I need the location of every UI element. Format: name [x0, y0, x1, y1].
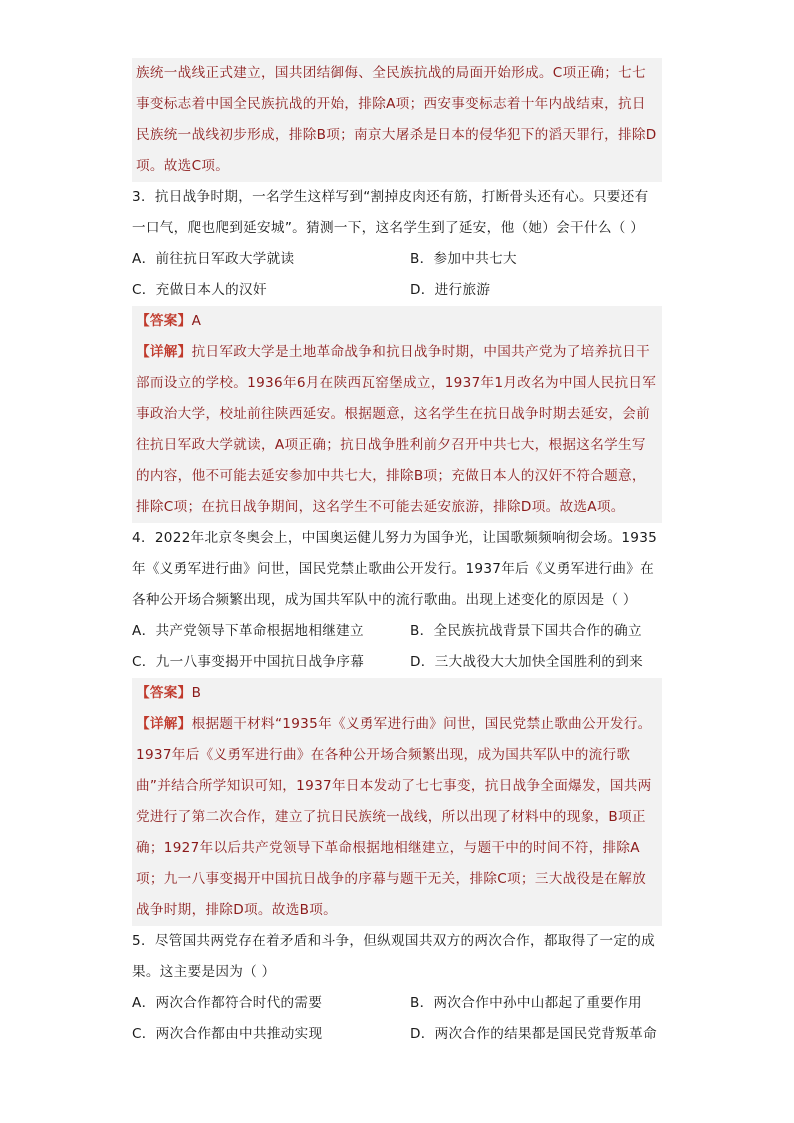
answer-tag: 【答案】: [136, 685, 192, 701]
question-5-option-b: B．两次合作中孙中山都起了重要作用: [410, 995, 642, 1011]
question-3-options: [132, 244, 662, 306]
detail-tag: 【详解】: [136, 344, 192, 360]
question-3-option-b: B．参加中共七大: [410, 251, 517, 267]
detail-text: 根据题干材料“1935年《义勇军进行曲》问世，国民党禁止歌曲公开发行。1937年后《义勇军进行曲》在各种公开场合频繁出现，成为国共军队中的流行歌曲”并结合所学知识可知，1937年日本发动了七七事变，抗日战争全面爆发，国共两党进行了第二次合作，建立了抗日民族统一战线，所以出现了材料中的现象，B项正确；1927年以后共产党领导下革命根据地相继建立，与题干中的时间不符，排除A项；九一八事变揭开中国抗日战争的序幕与题干无关，排除C项；三大战役是在解放战争时期，排除D项。故选B项。: [136, 716, 652, 918]
document-page: [132, 58, 662, 1050]
question-3-option-d: D．进行旅游: [410, 282, 491, 298]
detail-tag: 【详解】: [136, 716, 192, 732]
question-4-detail: [132, 709, 662, 926]
question-5-options: [132, 988, 662, 1050]
question-5-option-a: A．两次合作都符合时代的需要: [132, 995, 323, 1011]
question-4-option-d: D．三大战役大大加快全国胜利的到来: [410, 654, 644, 670]
question-3-stem: 3．抗日战争时期，一名学生这样写到“割掉皮肉还有筋，打断骨头还有心。只要还有一口气，爬也爬到延安城”。猜测一下，这名学生到了延安，他（她）会干什么（ ）: [132, 189, 649, 236]
question-5-option-d: D．两次合作的结果都是国民党背叛革命: [410, 1026, 657, 1042]
question-4-stem: 4．2022年北京冬奥会上，中国奥运健儿努力为国争光，让国歌频频响彻会场。1935年《义勇军进行曲》问世，国民党禁止歌曲公开发行。1937年后《义勇军进行曲》在各种公开场合频繁出现，成为国共军队中的流行歌曲。出现上述变化的原因是（ ）: [132, 530, 658, 608]
question-4-options: [132, 616, 662, 678]
answer-value: A: [191, 313, 202, 329]
question-4-option-b: B．全民族抗战背景下国共合作的确立: [410, 623, 642, 639]
question-5-stem: 5．尽管国共两党存在着矛盾和斗争，但纵观国共双方的两次合作，都取得了一定的成果。这主要是因为（ ）: [132, 933, 656, 980]
question-4-answer: [132, 678, 662, 709]
question-3-option-a: A．前往抗日军政大学就读: [132, 251, 295, 267]
answer-tag: 【答案】: [136, 313, 192, 329]
question-5-option-c: C．两次合作都由中共推动实现: [132, 1026, 323, 1042]
question-3-detail: [132, 337, 662, 523]
question-4-option-c: C．九一八事变揭开中国抗日战争序幕: [132, 654, 365, 670]
answer-value: B: [191, 685, 202, 701]
previous-detail-continuation: 族统一战线正式建立，国共团结御侮、全民族抗战的局面开始形成。C项正确；七七事变标志着中国全民族抗战的开始，排除A项；西安事变标志着十年内战结束，抗日民族统一战线初步形成，排除B项；南京大屠杀是日本的侵华犯下的滔天罪行，排除D项。故选C项。: [132, 58, 662, 182]
detail-text: 抗日军政大学是土地革命战争和抗日战争时期，中国共产党为了培养抗日干部而设立的学校。1936年6月在陕西瓦窑堡成立，1937年1月改名为中国人民抗日军事政治大学，校址前往陕西延安。根据题意，这名学生在抗日战争时期去延安，会前往抗日军政大学就读，A项正确；抗日战争胜利前夕召开中共七大，根据这名学生写的内容，他不可能去延安参加中共七大，排除B项；充做日本人的汉奸不符合题意，排除C项；在抗日战争期间，这名学生不可能去延安旅游，排除D项。故选A项。: [136, 344, 657, 515]
question-3-answer: [132, 306, 662, 337]
question-3-option-c: C．充做日本人的汉奸: [132, 282, 267, 298]
question-4-option-a: A．共产党领导下革命根据地相继建立: [132, 623, 364, 639]
